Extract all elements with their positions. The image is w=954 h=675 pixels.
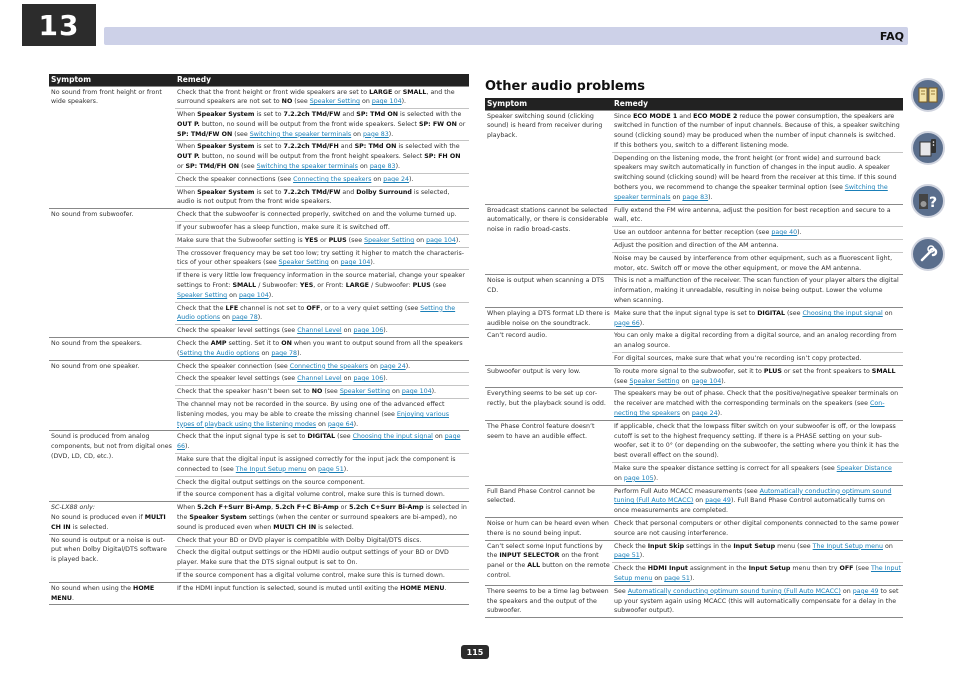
remedy-cell: The crossover frequency may be set too low; try setting it higher to match the characteris-tics of your other speakers (see Speaker Setting on page 104). [175, 247, 469, 270]
remedy-cell: If the source component has a digital volume control, make sure this is turned down. [175, 569, 469, 582]
remedy-cell: Check the HDMI Input assignment in the Input Setup menu then try OFF (see The Input Setup menu on page 51). [612, 563, 903, 586]
left-faq-table [49, 74, 469, 605]
symptom-cell: Everything seems to be set up cor-rectly, but the playback sound is odd. [485, 388, 612, 420]
page-link[interactable]: page 104 [340, 259, 371, 267]
page-link[interactable]: page 49 [705, 497, 731, 505]
page-link[interactable]: page 104 [691, 377, 722, 385]
svg-text:?: ? [929, 195, 938, 211]
remedy-cell: Depending on the listening mode, the front height (or front wide) and surround back speakers may switch automatically in function of changes in the input audio. A speaker switching sound (clicking sound) will be heard from the receiver at this time. If this sound bothers you, we recommend to change the speaker terminal option (see Switching the speaker terminals on page 83). [612, 152, 903, 204]
page-link[interactable]: The Input Setup menu [812, 542, 883, 550]
page-link[interactable]: page 51 [614, 552, 640, 560]
section-title: FAQ [879, 30, 904, 43]
page-link[interactable]: page 78 [231, 314, 258, 322]
remedy-cell: For digital sources, make sure that what you’re recording isn’t copy protected. [612, 353, 903, 366]
symptom-cell: Noise is output when scanning a DTS CD. [485, 275, 612, 307]
symptom-cell: There seems to be a time lag between the speakers and the output of the subwoofer. [485, 585, 612, 617]
remedy-cell: Check the speaker level settings (see Channel Level on page 106). [175, 325, 469, 338]
page-link[interactable]: Speaker Setting [339, 388, 390, 396]
page-link[interactable]: Switching the speaker terminals [256, 163, 358, 171]
remedy-cell: This is not a malfunction of the receiver. The scan function of your player alters the digital information, making it unreadable, resulting in noise being output. Lower the volume when scanning. [612, 275, 903, 307]
symptom-cell: No sound from front height or front wide speakers. [49, 86, 175, 209]
page-link[interactable]: Choosing the input signal [802, 309, 883, 317]
remedy-cell: If there is very little low frequency information in the source material, change your speaker settings to Front: SMALL / Subwoofer: YES, or Front: LARGE / Subwoofer: PLUS (see Speaker Setting on page 104). [175, 270, 469, 302]
speaker-question-icon[interactable] [911, 184, 945, 218]
symptom-cell: Can’t select some Input functions by the INPUT SELECTOR on the front panel or the ALL button on the remote control. [485, 540, 612, 585]
remedy-cell: Check that the front height or front wide speakers are set to LARGE or SMALL, and the surround speakers are not set to NO (see Speaker Setting on page 104). [175, 86, 469, 109]
remedy-cell: Check the digital output settings on the source component. [175, 476, 469, 489]
page-link[interactable]: Speaker Setting [309, 98, 360, 106]
page-link[interactable]: Connecting the speakers [289, 362, 369, 370]
page-link[interactable]: page 40 [771, 229, 798, 237]
page-link[interactable]: page 49 [852, 587, 879, 595]
page-link[interactable]: page 83 [363, 130, 389, 138]
remedy-cell: When 5.2ch F+Surr Bi-Amp, 5.2ch F+C Bi-Amp or 5.2ch C+Surr Bi-Amp is selected in the Speaker System settings (when the center or surround speakers are bi-amped), no sound is produced even when MULTI CH IN is selected. [175, 502, 469, 534]
page-link[interactable]: page 104 [401, 388, 432, 396]
page-link[interactable]: Automatically conducting optimum sound tuning (Full Auto MCACC) [627, 587, 841, 595]
book-icon[interactable] [911, 78, 945, 112]
wrench-icon[interactable] [911, 237, 945, 271]
symptom-cell: Full Band Phase Control cannot be selected. [485, 485, 612, 517]
page-link[interactable]: page 105 [623, 474, 654, 482]
page-link[interactable]: page 83 [682, 193, 709, 201]
symptom-cell: No sound from subwoofer. [49, 209, 175, 338]
remedy-cell: Check the speaker connection (see Connecting the speakers on page 24). [175, 360, 469, 373]
remedy-cell: Make sure the speaker distance setting is correct for all speakers (see Speaker Distance on page 105). [612, 463, 903, 486]
remedy-cell: Use an outdoor antenna for better reception (see page 40). [612, 227, 903, 240]
symptom-cell: Noise or hum can be heard even when there is no sound being input. [485, 517, 612, 540]
right-faq-table [485, 98, 903, 618]
remedy-cell: Check the digital output settings or the HDMI audio output settings of your BD or DVD player. Make sure that the DTS signal output is set to On. [175, 547, 469, 570]
remedy-cell: Fully extend the FM wire antenna, adjust the position for best reception and secure to a wall, etc. [612, 204, 903, 227]
remedy-cell: See Automatically conducting optimum sound tuning (Full Auto MCACC) on page 49 to set up your system again using MCACC (this will automatically compensate for a delay in the subwoofer output). [612, 585, 903, 617]
page-link[interactable]: Enjoying various types of playback using the listening modes [177, 410, 449, 428]
page-link[interactable]: page 106 [353, 375, 384, 383]
remedy-cell: Perform Full Auto MCACC measurements (see Automatically conducting optimum sound tuning (Full Auto MCACC) on page 49). Full Band Phase Control automatically turns on once measurements are completed. [612, 485, 903, 517]
remedy-cell: Check that personal computers or other digital components connected to the same power source are not causing interference. [612, 517, 903, 540]
page-link[interactable]: page 104 [239, 291, 269, 299]
page-link[interactable]: Channel Level [297, 375, 342, 383]
remedy-cell: Check the AMP setting. Set it to ON when you want to output sound from all the speakers (Setting the Audio options on page 78). [175, 338, 469, 361]
symptom-cell: SC-LX88 only: No sound is produced even if MULTI CH IN is selected. [49, 502, 175, 534]
page-link[interactable]: page 66 [614, 319, 640, 327]
page-link[interactable]: page 104 [426, 236, 456, 244]
page-link[interactable]: Choosing the input signal [352, 433, 433, 441]
remedy-cell: Make sure that the digital input is assigned correctly for the input jack the component is connected to (see The Input Setup menu on page 51). [175, 454, 469, 477]
page-link[interactable]: The Input Setup menu [235, 465, 307, 473]
page-link[interactable]: Switching the speaker terminals [614, 184, 888, 201]
remedy-cell: If the source component has a digital volume control, make sure this is turned down. [175, 489, 469, 502]
page-link[interactable]: page 24 [383, 175, 409, 183]
page-link[interactable]: Speaker Setting [364, 236, 415, 244]
symptom-cell: Speaker switching sound (clicking sound) is heard from receiver during playback. [485, 110, 612, 204]
page-link[interactable]: page 24 [379, 362, 406, 370]
page-link[interactable]: Connecting the speakers [293, 175, 372, 183]
remedy-cell: Check that the input signal type is set to DIGITAL (see Choosing the input signal on page 66). [175, 431, 469, 454]
remedy-cell: The speakers may be out of phase. Check that the positive/negative speaker terminals on the receiver are matched with the corresponding terminals on the speakers (see Con-necting the speakers on page 24). [612, 388, 903, 420]
page-link[interactable]: page 104 [371, 98, 402, 106]
remedy-cell: When Speaker System is set to 7.2.2ch TMd/FW and SP: TMd ON is selected with the OUT P. button, no sound will be output from the front wide speakers. Select SP: FW ON or SP: TMd/FW ON (see Switching the speaker terminals on page 83). [175, 109, 469, 141]
page-link[interactable]: page 66 [177, 433, 461, 451]
page-link[interactable]: The Input Setup menu [614, 565, 901, 582]
page-link[interactable]: Setting the Audio options [179, 349, 260, 357]
page-link[interactable]: Channel Level [297, 327, 342, 335]
remedy-cell: Make sure that the input signal type is set to DIGITAL (see Choosing the input signal on page 66). [612, 307, 903, 330]
symptom-cell: No sound when using the HOME MENU. [49, 582, 175, 605]
page-link[interactable]: Switching the speaker terminals [249, 130, 352, 138]
symptom-cell: No sound from one speaker. [49, 360, 175, 431]
page-link[interactable]: page 106 [353, 327, 384, 335]
remedy-cell: Adjust the position and direction of the AM antenna. [612, 240, 903, 253]
symptom-cell: Sound is produced from analog components, but not from digital ones (DVD, LD, CD, etc.). [49, 431, 175, 502]
header-bar [104, 27, 908, 45]
remedy-cell: Make sure that the Subwoofer setting is YES or PLUS (see Speaker Setting on page 104). [175, 234, 469, 247]
symptom-header: Symptom [485, 98, 612, 110]
page-link[interactable]: Automatically conducting optimum sound tuning (Full Auto MCACC) [614, 487, 892, 505]
remedy-header: Remedy [612, 98, 903, 110]
page-link[interactable]: page 64 [327, 420, 354, 428]
remedy-cell: Check that the LFE channel is not set to OFF, or to a very quiet setting (see Setting the Audio options on page 78). [175, 302, 469, 325]
other-audio-problems-title: Other audio problems [485, 79, 646, 94]
page-link[interactable]: page 51 [664, 574, 690, 582]
page-link[interactable]: page 78 [271, 349, 298, 357]
remedy-cell: If your subwoofer has a sleep function, make sure it is switched off. [175, 222, 469, 235]
remedy-cell: Check the Input Skip settings in the Input Setup menu (see The Input Setup menu on page 51). [612, 540, 903, 563]
remedy-cell: Check that your BD or DVD player is compatible with Dolby Digital/DTS discs. [175, 534, 469, 547]
remote-control-icon[interactable] [911, 131, 945, 165]
remedy-cell: When Speaker System is set to 7.2.2ch TMd/FH and SP: TMd ON is selected with the OUT P. button, no sound will be output from the front height speakers. Select SP: FH ON or SP: TMd/FH ON (see Switching the speaker terminals on page 83). [175, 141, 469, 173]
remedy-cell: Check that the subwoofer is connected properly, switched on and the volume turned up. [175, 209, 469, 222]
page-link[interactable]: page 51 [318, 465, 344, 473]
page-link[interactable]: Speaker Setting [177, 291, 228, 299]
page-link[interactable]: Speaker Distance [836, 465, 892, 472]
symptom-header: Symptom [49, 74, 175, 86]
chapter-number: 13 [22, 4, 96, 46]
remedy-cell: If applicable, check that the lowpass filter switch on your subwoofer is off, or the lowpass cutoff is set to the highest frequency setting. If there is a PHASE setting on your sub-woofer, set it to 0° (or depending on the subwoofer, the setting where you think it has the best overall effect on the sound). [612, 420, 903, 462]
remedy-cell: You can only make a digital recording from a digital source, and an analog recording from an analog source. [612, 330, 903, 353]
remedy-cell: To route more signal to the subwoofer, set it to PLUS or set the front speakers to SMALL (see Speaker Setting on page 104). [612, 365, 903, 388]
symptom-cell: When playing a DTS format LD there is audible noise on the soundtrack. [485, 307, 612, 330]
remedy-cell: When Speaker System is set to 7.2.2ch TMd/FW and Dolby Surround is selected, audio is not output from the front wide speakers. [175, 186, 469, 209]
page-link[interactable]: page 83 [369, 163, 396, 171]
remedy-cell: Check the speaker connections (see Connecting the speakers on page 24). [175, 173, 469, 186]
symptom-cell: The Phase Control feature doesn’t seem to have an audible effect. [485, 420, 612, 485]
remedy-cell: Noise may be caused by interference from other equipment, such as a fluorescent light, motor, etc. Switch off or move the other equipment, or move the AM antenna. [612, 252, 903, 275]
page-link[interactable]: Setting the Audio options [177, 304, 456, 322]
remedy-cell: Since ECO MODE 1 and ECO MODE 2 reduce the power consumption, the speakers are switched in function of the number of input channels. Because of this, a speaker switching sound (clicking sound) may be produced when the number of input channels is switched. If this bothers you, switch to a different listening mode. [612, 110, 903, 152]
symptom-cell: No sound from the speakers. [49, 338, 175, 361]
page-link[interactable]: Speaker Setting [278, 259, 329, 267]
page-number: 115 [461, 645, 489, 659]
remedy-cell: Check the speaker level settings (see Channel Level on page 106). [175, 373, 469, 386]
symptom-cell: Can’t record audio. [485, 330, 612, 365]
page-link[interactable]: Con-necting the speakers [614, 400, 885, 418]
symptom-cell: Broadcast stations cannot be selected automatically, or there is considerable noise in radio broad-casts. [485, 204, 612, 275]
symptom-cell: No sound is output or a noise is out-put when Dolby Digital/DTS software is played back. [49, 534, 175, 582]
remedy-cell: If the HDMI input function is selected, sound is muted until exiting the HOME MENU. [175, 582, 469, 605]
remedy-cell: The channel may not be recorded in the source. By using one of the advanced effect listening modes, you may be able to create the missing channel (see Enjoying various types of playback using the listening modes on page 64). [175, 399, 469, 431]
remedy-cell: Check that the speaker hasn’t been set to NO (see Speaker Setting on page 104). [175, 386, 469, 399]
remedy-header: Remedy [175, 74, 469, 86]
page-link[interactable]: page 24 [691, 410, 718, 418]
page-link[interactable]: Speaker Setting [629, 377, 680, 385]
symptom-cell: Subwoofer output is very low. [485, 365, 612, 388]
